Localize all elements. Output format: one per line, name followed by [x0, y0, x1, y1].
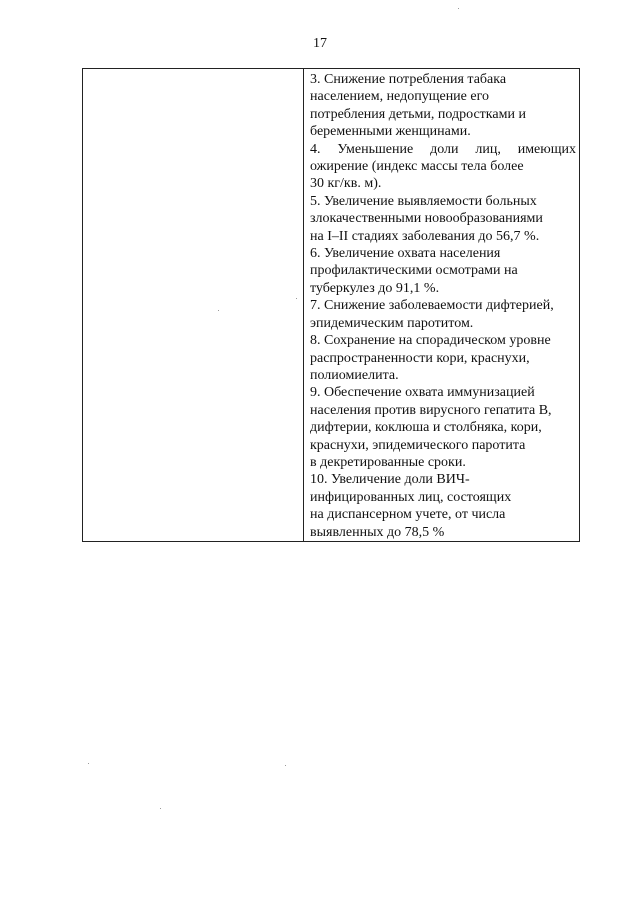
scan-speck: [88, 763, 89, 764]
document-table: [82, 68, 580, 542]
list-item-line: профилактическими осмотрами на: [310, 263, 518, 279]
list-item-line: 5. Увеличение выявляемости больных: [310, 193, 537, 209]
list-item-line: полиомиелита.: [310, 367, 399, 383]
scan-speck: [160, 808, 161, 809]
list-item-line: на диспансерном учете, от числа: [310, 507, 506, 523]
list-item-line: 3. Снижение потребления табака: [310, 72, 507, 87]
scan-speck: [458, 8, 459, 9]
table-cell-left: [83, 69, 304, 541]
list-item-line: в декретированные сроки.: [310, 454, 466, 470]
scan-speck: [296, 298, 297, 299]
list-item-line: 6. Увеличение охвата населения: [310, 246, 501, 262]
scan-speck: [218, 310, 219, 311]
list-item-line: краснухи, эпидемического паротита: [310, 437, 526, 453]
scan-speck: [285, 765, 286, 766]
list-item-line: 7. Снижение заболеваемости дифтерией,: [310, 298, 554, 314]
page-number: 17: [313, 36, 327, 51]
list-item-line: распространенности кори, краснухи,: [310, 350, 530, 366]
list-item-line: населения против вирусного гепатита В,: [310, 402, 552, 418]
list-item-line: 9. Обеспечение охвата иммунизацией: [310, 385, 535, 401]
list-item-line: на I–II стадиях заболевания до 56,7 %.: [310, 228, 540, 244]
list-item-line: туберкулез до 91,1 %.: [310, 280, 440, 296]
list-item-line: дифтерии, коклюша и столбняка, кори,: [310, 420, 542, 436]
list-item-line: инфицированных лиц, состоящих: [310, 489, 512, 505]
list-item-line: эпидемическим паротитом.: [310, 315, 474, 331]
list-item-line: 10. Увеличение доли ВИЧ-: [310, 472, 470, 488]
list-item-line: 4. Уменьшение доли лиц, имеющих: [310, 141, 576, 157]
table-cell-right: [304, 69, 579, 541]
list-item-line: населением, недопущение его: [310, 89, 489, 105]
list-item-line: 8. Сохранение на спорадическом уровне: [310, 333, 551, 349]
list-item-line: злокачественными новообразованиями: [310, 211, 543, 227]
list-item-line: 30 кг/кв. м).: [310, 176, 382, 192]
list-item-line: потребления детьми, подростками и: [310, 106, 526, 122]
list-item-line: ожирение (индекс массы тела более: [310, 159, 524, 175]
list-item-line: беременными женщинами.: [310, 124, 471, 140]
list-item-line: выявленных до 78,5 %: [310, 524, 445, 540]
